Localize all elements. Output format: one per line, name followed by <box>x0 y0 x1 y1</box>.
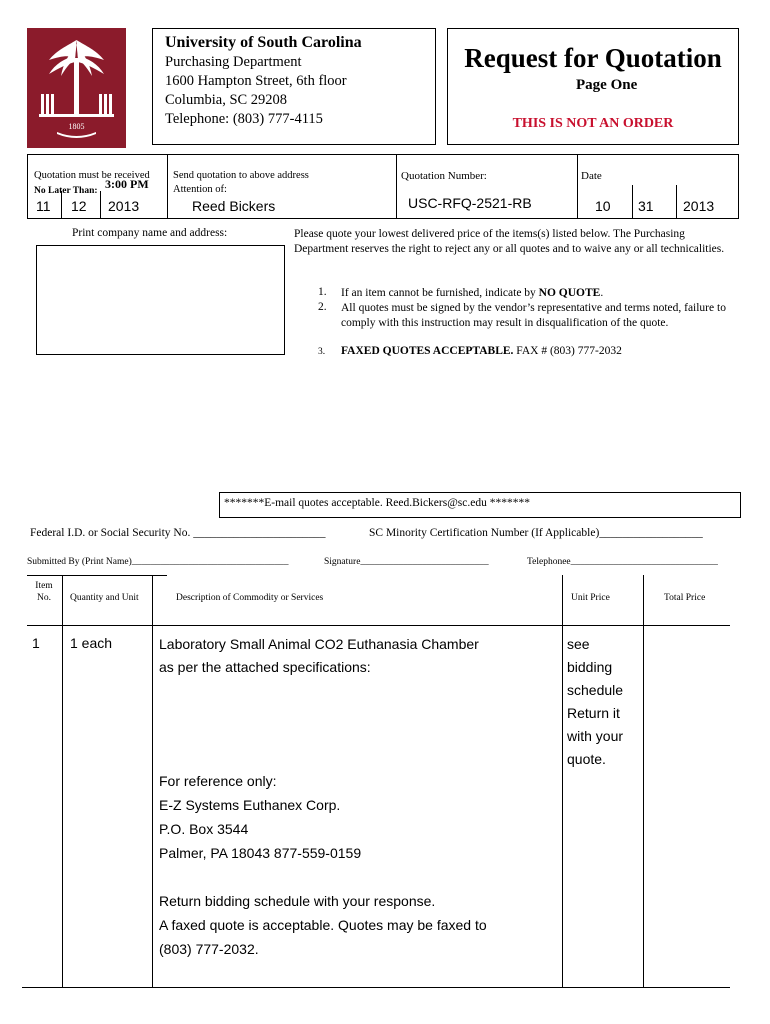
divider <box>632 185 633 218</box>
send-to-label: Send quotation to above address <box>173 170 309 181</box>
instruction-1-number: 1. <box>318 286 327 298</box>
due-year: 2013 <box>108 198 140 214</box>
divider <box>167 155 168 218</box>
reference-line: Palmer, PA 18043 877-559-0159 <box>159 845 362 861</box>
palmetto-seal-icon <box>27 28 126 148</box>
return-line: A faxed quote is acceptable. Quotes may be faxed to <box>159 917 487 933</box>
address-line-2: Columbia, SC 29208 <box>165 92 288 108</box>
unit-price-line: bidding <box>567 659 613 675</box>
attention-name: Reed Bickers <box>192 198 276 214</box>
reference-info <box>159 769 361 865</box>
column-header-unit-price: Unit Price <box>571 593 610 603</box>
row-unit-price <box>567 633 623 771</box>
unit-price-line: Return it <box>567 705 620 721</box>
column-header-quantity: Quantity and Unit <box>70 593 139 603</box>
not-an-order-notice: THIS IS NOT AN ORDER <box>512 116 674 131</box>
unit-price-line: see <box>567 636 590 652</box>
minority-cert-field[interactable]: SC Minority Certification Number (If Applicable)__________________ <box>369 527 703 539</box>
reference-line: For reference only: <box>159 773 277 789</box>
signature-field[interactable]: Signature___________________________ <box>324 557 489 567</box>
instruction-2-number: 2. <box>318 301 327 313</box>
divider <box>396 155 397 218</box>
return-line: (803) 777-2032. <box>159 941 259 957</box>
reference-line: E-Z Systems Euthanex Corp. <box>159 797 341 813</box>
return-line: Return bidding schedule with your response. <box>159 893 436 909</box>
company-address-label: Print company name and address: <box>72 227 228 239</box>
table-column-divider <box>562 575 563 987</box>
quotation-info-box <box>27 154 739 219</box>
row-description <box>159 633 479 679</box>
table-column-divider <box>62 575 63 987</box>
return-instructions <box>159 889 487 961</box>
instructions-intro: Please quote your lowest delivered price of the items(s) listed below. The Purchasing Department reserves the right to reject any or all quotes and to waive any or all technicalities. <box>294 228 725 255</box>
table-header-rule <box>27 625 730 626</box>
divider <box>100 191 101 218</box>
email-note: *******E-mail quotes acceptable. Reed.Bickers@sc.edu ******* <box>224 497 530 509</box>
due-month: 11 <box>36 198 51 214</box>
unit-price-line: quote. <box>567 751 606 767</box>
description-line: Laboratory Small Animal CO2 Euthanasia Chamber <box>159 636 479 652</box>
svg-text:1805: 1805 <box>68 122 85 131</box>
must-received-label: Quotation must be received <box>34 170 150 181</box>
submitted-by-field[interactable]: Submitted By (Print Name)_________________________________ <box>27 557 289 567</box>
instruction-1: If an item cannot be furnished, indicate by NO QUOTE. <box>341 287 604 299</box>
table-column-divider <box>152 575 153 987</box>
date-label: Date <box>581 170 602 182</box>
quotation-number: USC-RFQ-2521-RB <box>408 195 532 211</box>
divider <box>676 185 677 218</box>
email-note-box <box>219 492 741 518</box>
university-info-box <box>152 28 436 145</box>
instruction-3-number: 3. <box>318 347 326 357</box>
column-header-item: Item No. <box>35 581 53 603</box>
table-top-rule <box>27 575 167 576</box>
company-address-field[interactable] <box>36 245 285 355</box>
department-name: Purchasing Department <box>165 54 302 70</box>
unit-price-line: schedule <box>567 682 624 698</box>
divider <box>61 191 62 218</box>
attention-label: Attention of: <box>173 184 227 195</box>
telephone-field[interactable]: Telephonee_______________________________ <box>527 557 718 567</box>
university-logo <box>27 28 126 148</box>
title-box <box>447 28 739 145</box>
date-year: 2013 <box>683 198 715 214</box>
federal-id-field[interactable]: Federal I.D. or Social Security No. _______________________ <box>30 527 326 539</box>
table-column-divider <box>643 575 644 987</box>
no-later-label: No Later Than: <box>34 186 98 196</box>
due-time: 3:00 PM <box>105 177 149 191</box>
unit-price-line: with your <box>567 728 624 744</box>
instruction-3: FAXED QUOTES ACCEPTABLE. FAX # (803) 777-2032 <box>341 345 622 357</box>
page-label: Page One <box>576 77 638 93</box>
document-title: Request for Quotation <box>464 43 722 73</box>
date-day: 31 <box>638 198 654 214</box>
address-line-1: 1600 Hampton Street, 6th floor <box>165 73 347 89</box>
row-item-number: 1 <box>32 635 40 651</box>
phone-line: Telephone: (803) 777-4115 <box>165 111 323 127</box>
row-quantity: 1 each <box>70 635 113 651</box>
row-total-price[interactable] <box>648 633 728 657</box>
divider <box>577 155 578 218</box>
date-month: 10 <box>595 198 611 214</box>
due-day: 12 <box>71 198 87 214</box>
table-bottom-rule <box>22 987 730 988</box>
university-name: University of South Carolina <box>165 34 362 51</box>
quotation-number-label: Quotation Number: <box>401 170 487 182</box>
description-line: as per the attached specifications: <box>159 659 371 675</box>
column-header-total-price: Total Price <box>664 593 706 603</box>
reference-line: P.O. Box 3544 <box>159 821 249 837</box>
instruction-2: All quotes must be signed by the vendor’s representative and terms noted, failure to comply with this instruction may result in disqualification of the quote. <box>341 302 726 329</box>
column-header-description: Description of Commodity or Services <box>176 593 324 603</box>
